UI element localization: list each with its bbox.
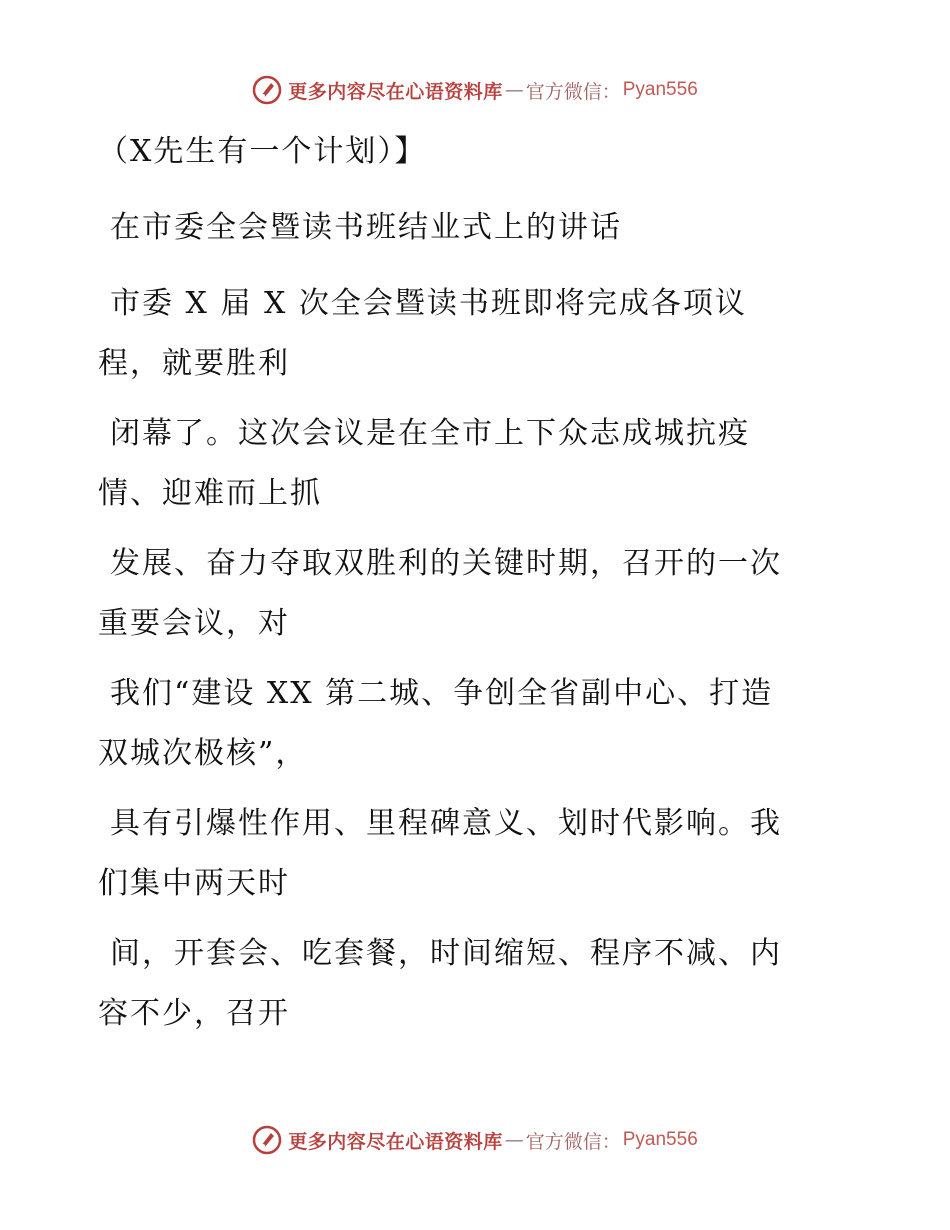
watermark-wechat-id: Pyan556: [622, 79, 698, 100]
body-line: 我们“建设 XX 第二城、争创全省副中心、打造: [110, 676, 774, 711]
watermark-site-name: 更多内容尽在心语资料库: [288, 80, 503, 103]
body-line: 双城次极核”，: [98, 736, 308, 771]
watermark-wechat-label: 官方微信：: [525, 80, 621, 103]
body-line: 重要会议，对: [98, 606, 290, 641]
body-line: （X先生有一个计划）】: [98, 134, 427, 169]
pen-nib-logo-icon: [252, 1125, 282, 1155]
body-line: 市委 X 届 X 次全会暨读书班即将完成各项议: [110, 286, 747, 321]
body-line: 具有引爆性作用、里程碑意义、划时代影响。我: [110, 806, 782, 841]
header-watermark: [0, 70, 950, 110]
body-line: 发展、奋力夺取双胜利的关键时期，召开的一次: [110, 546, 782, 581]
watermark-separator: —: [504, 1129, 524, 1151]
watermark-separator: —: [504, 79, 524, 101]
body-line: 容不少，召开: [98, 996, 290, 1031]
body-line: 间，开套会、吃套餐，时间缩短、程序不减、内: [110, 936, 782, 971]
watermark-site-name: 更多内容尽在心语资料库: [288, 1130, 503, 1153]
footer-watermark: [0, 1120, 950, 1160]
body-line: 情、迎难而上抓: [98, 476, 322, 511]
body-line: 闭幕了。这次会议是在全市上下众志成城抗疫: [110, 416, 750, 451]
body-line: 程，就要胜利: [98, 346, 290, 381]
watermark-wechat-id: Pyan556: [622, 1129, 698, 1150]
document-body: [98, 122, 838, 1044]
pen-nib-logo-icon: [252, 75, 282, 105]
body-line: 们集中两天时: [98, 866, 290, 901]
watermark-wechat-label: 官方微信：: [525, 1130, 621, 1153]
document-title: 在市委全会暨读书班结业式上的讲话: [110, 210, 622, 245]
